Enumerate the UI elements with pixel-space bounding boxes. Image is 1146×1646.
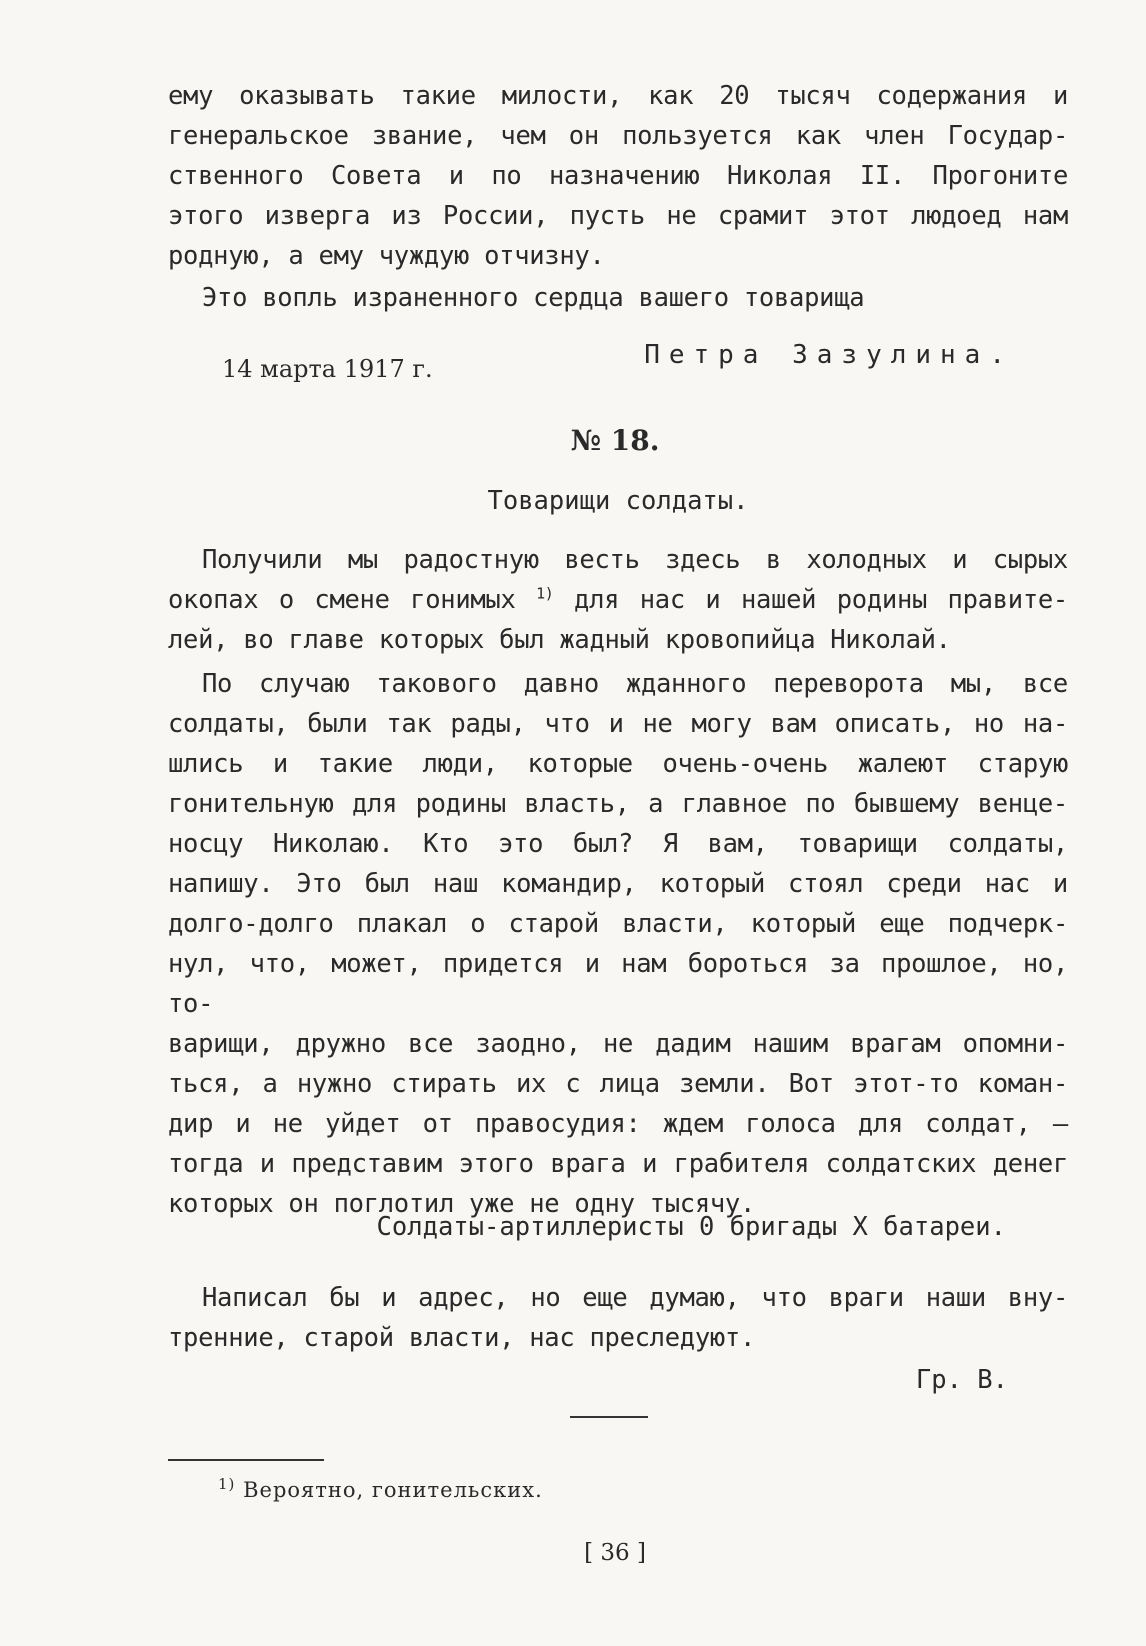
letter-17-date: 14 марта 1917 г. <box>222 355 433 383</box>
text-line: которых он поглотил уже не одну тысячу. <box>168 1189 756 1219</box>
document-number: № 18. <box>570 424 660 457</box>
text-line: родную, а ему чуждую отчизну. <box>168 241 605 271</box>
text-line: Получили мы радостную весть здесь в холодных и сырых <box>202 545 1068 575</box>
postscript <box>168 1278 1068 1358</box>
footnote-text: Вероятно, гонительских. <box>235 1478 543 1502</box>
text-line: долго-долго плакал о старой власти, который еще подчерк- <box>168 909 1068 939</box>
footnote-marker: 1) <box>218 1475 236 1493</box>
text-line: Написал бы и адрес, но еще думаю, что враги наши вну- <box>202 1283 1068 1313</box>
footnote <box>218 1475 543 1502</box>
letter-18-signature: Солдаты-артиллеристы 0 бригады X батареи. <box>376 1212 1006 1242</box>
text-fragment: окопах о смене гонимых <box>168 585 516 615</box>
text-line: тренние, старой власти, нас преследуют. <box>168 1323 756 1353</box>
text-line: ственного Совета и по назначению Николая II. Прогоните <box>168 161 1068 191</box>
text-line: По случаю такового давно жданного переворота мы, все <box>202 669 1068 699</box>
text-line: шлись и такие люди, которые очень-очень жалеют старую <box>168 749 1068 779</box>
text-line: солдаты, были так рады, что и не могу вам описать, но на- <box>168 709 1068 739</box>
text-line: генеральское звание, чем он пользуется как член Государ- <box>168 121 1068 151</box>
text-line: тогда и представим этого врага и грабителя солдатских денег <box>168 1149 1068 1179</box>
page-number: [ 36 ] <box>584 1540 646 1566</box>
footnote-reference: 1) <box>536 584 554 603</box>
closing-line: Это вопль израненного сердца вашего товарища <box>202 283 865 313</box>
text-line: дир и не уйдет от правосудия: ждем голоса для солдат, — <box>168 1109 1068 1139</box>
text-line: этого изверга из России, пусть не срамит этот людоед нам <box>168 201 1068 231</box>
text-line <box>168 580 1068 620</box>
letter-17-signature: Петра Зазулина. <box>644 340 1014 370</box>
footnote-divider <box>168 1459 324 1461</box>
postscript-signature: Гр. В. <box>915 1365 1008 1395</box>
section-divider <box>570 1416 648 1418</box>
text-line: носцу Николаю. Кто это был? Я вам, товарищи солдаты, <box>168 829 1068 859</box>
letter-address: Товарищи солдаты. <box>487 486 749 516</box>
text-line: гонительную для родины власть, а главное по бывшему венце- <box>168 789 1068 819</box>
letter-17-continuation <box>168 76 1068 276</box>
text-line: напишу. Это был наш командир, который стоял среди нас и <box>168 869 1068 899</box>
letter-18-paragraph-2 <box>168 664 1068 1224</box>
text-line: ться, а нужно стирать их с лица земли. Вот этот-то коман- <box>168 1069 1068 1099</box>
text-line: ему оказывать такие милости, как 20 тысяч содержания и <box>168 81 1068 111</box>
text-fragment: для нас и нашей родины правите- <box>553 585 1068 615</box>
text-line: нул, что, может, придется и нам бороться за прошлое, но, то- <box>168 949 1068 1019</box>
text-line: варищи, дружно все заодно, не дадим нашим врагам опомни- <box>168 1029 1068 1059</box>
letter-18-paragraph-1 <box>168 540 1068 660</box>
text-line: лей, во главе которых был жадный кровопийца Николай. <box>168 625 951 655</box>
